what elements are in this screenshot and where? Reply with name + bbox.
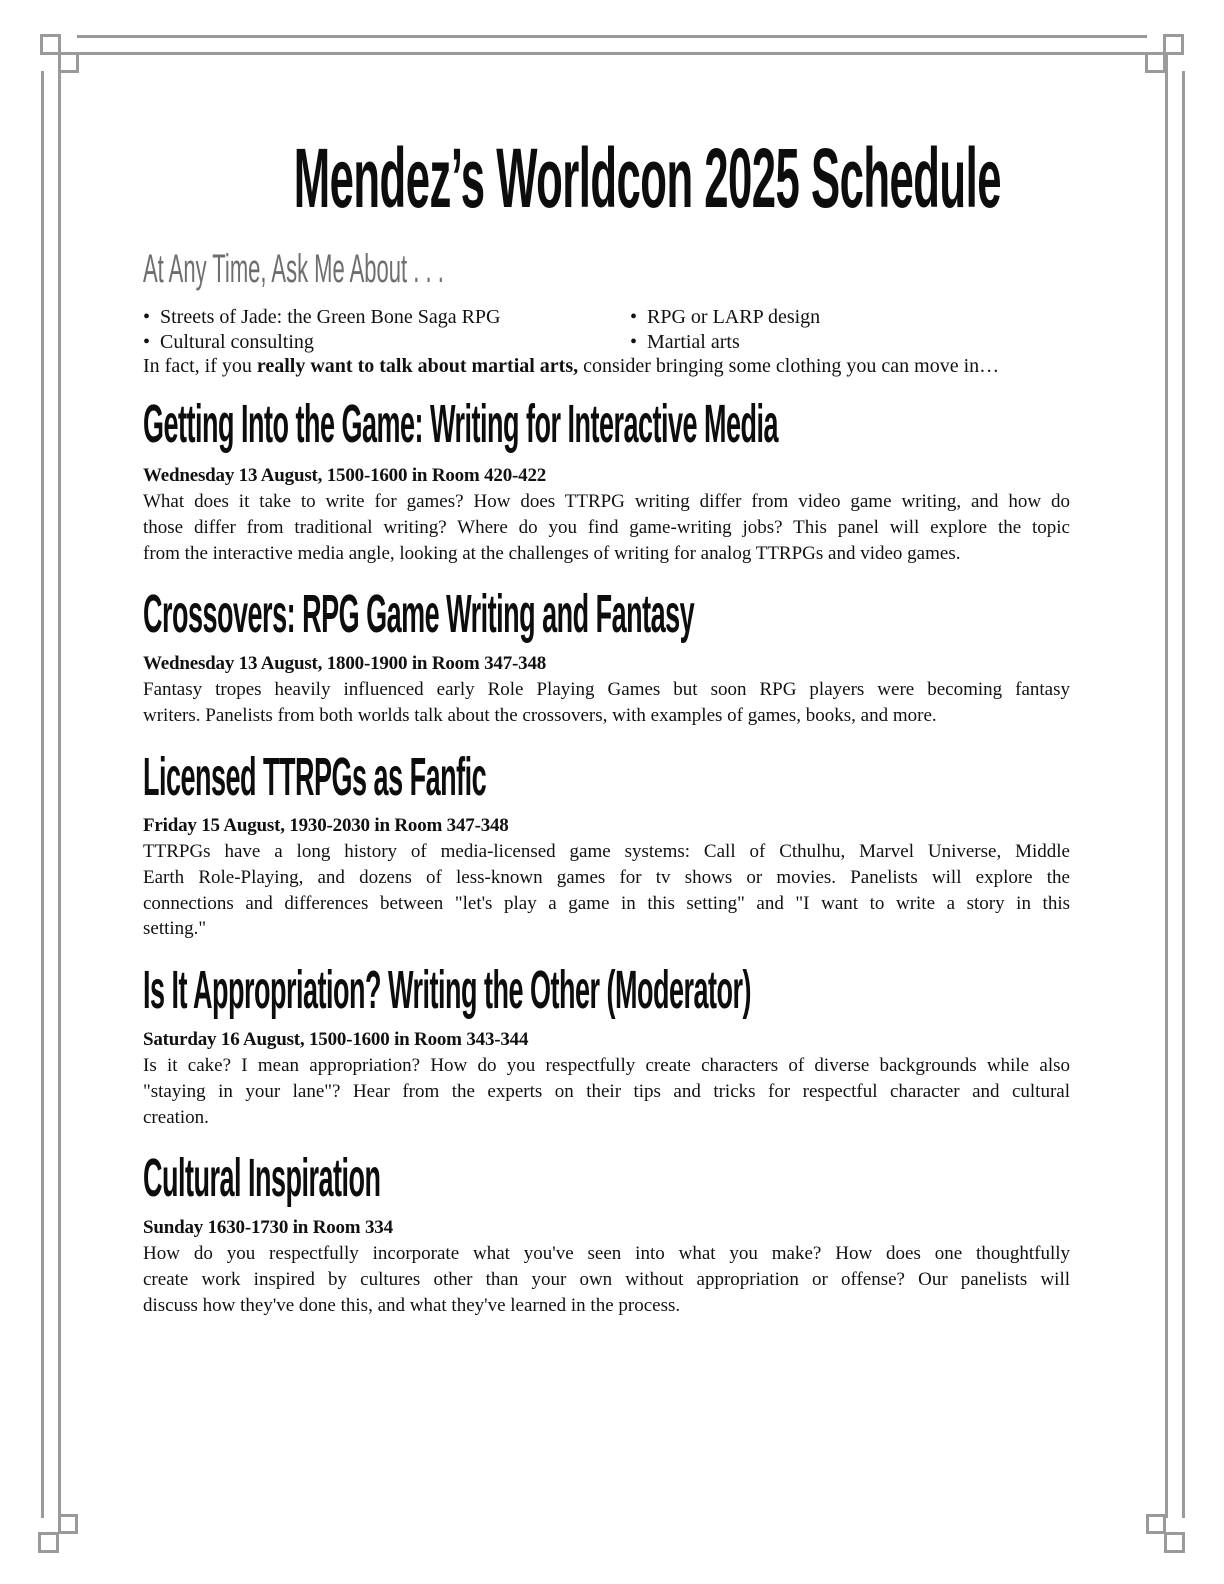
frame-left-outer-line [41, 71, 44, 1518]
frame-corner-top-right-outer [1163, 34, 1184, 55]
ask-me-item-label: RPG or LARP design [647, 306, 821, 328]
panel-description [143, 1241, 1070, 1318]
martial-arts-note [143, 354, 999, 379]
page-title: Mendez’s Worldcon 2025 Schedule [293, 131, 1001, 225]
bullet-icon: • [143, 306, 151, 328]
description-line: How do you respectfully incorporate what you've seen into what you make? How does one thoughtfully [143, 1243, 1070, 1264]
ask-me-item [630, 330, 740, 355]
panel-title: Crossovers: RPG Game Writing and Fantasy [143, 584, 695, 644]
frame-corner-bottom-right-outer [1164, 1532, 1185, 1553]
frame-left-inner-line [58, 53, 61, 1518]
panel-schedule: Sunday 1630-1730 in Room 334 [143, 1217, 393, 1238]
ask-me-item [143, 305, 500, 330]
panel-description [143, 677, 1070, 729]
frame-corner-bottom-left-outer [38, 1532, 59, 1553]
frame-corner-top-left-inner [58, 52, 79, 73]
description-line: connections and differences between "let's play a game in this setting" and "I want to write a story in this [143, 892, 1070, 914]
description-line: TTRPGs have a long history of media-licensed game systems: Call of Cthulhu, Marvel Universe, Middle [143, 841, 1070, 862]
panel-description [143, 839, 1070, 942]
bullet-icon: • [143, 331, 151, 353]
panel-schedule: Wednesday 13 August, 1500-1600 in Room 420-422 [143, 465, 547, 486]
panel-title: Cultural Inspiration [143, 1148, 381, 1208]
frame-corner-bottom-right-inner [1146, 1514, 1166, 1534]
ask-me-item-label: Cultural consulting [160, 331, 314, 353]
description-line: discuss how they've done this, and what they've learned in the process. [143, 1294, 681, 1316]
description-line: Is it cake? I mean appropriation? How do you respectfully create characters of diverse backgrounds while also [143, 1055, 1070, 1076]
panel-description [143, 489, 1070, 566]
description-line: writers. Panelists from both worlds talk about the crossovers, with examples of games, books, and more. [143, 704, 937, 726]
description-line: create work inspired by cultures other than your own without appropriation or offense? Our panelists will [143, 1268, 1070, 1290]
note-emphasis: really want to talk about martial arts, [256, 355, 579, 377]
panel-title: Licensed TTRPGs as Fanfic [143, 747, 487, 807]
description-line: Fantasy tropes heavily influenced early Role Playing Games but soon RPG players were becoming fantasy [143, 679, 1070, 700]
description-line: setting." [143, 918, 207, 940]
frame-top-inner-line [77, 52, 1147, 55]
bullet-icon: • [630, 306, 638, 328]
ask-me-item-label: Streets of Jade: the Green Bone Saga RPG [160, 306, 501, 328]
ask-me-heading: At Any Time, Ask Me About . . . [143, 247, 444, 291]
frame-right-inner-line [1165, 53, 1168, 1518]
description-line: creation. [143, 1106, 209, 1128]
panel-title: Is It Appropriation? Writing the Other (Moderator) [143, 960, 751, 1020]
description-line: from the interactive media angle, looking at the challenges of writing for analog TTRPGs and video games. [143, 542, 961, 564]
bullet-icon: • [630, 331, 638, 353]
panel-title: Getting Into the Game: Writing for Interactive Media [143, 394, 779, 454]
description-line: "staying in your lane"? Hear from the experts on their tips and tricks for respectful character and cultural [143, 1080, 1070, 1102]
note-suffix: consider bringing some clothing you can move in… [578, 355, 1000, 377]
panel-schedule: Friday 15 August, 1930-2030 in Room 347-348 [143, 815, 509, 836]
frame-corner-bottom-left-inner [58, 1514, 78, 1534]
frame-corner-top-right-inner [1145, 52, 1166, 73]
ask-me-item-label: Martial arts [647, 331, 740, 353]
note-prefix: In fact, if you [143, 355, 257, 377]
frame-top-outer-line [77, 35, 1147, 38]
frame-right-outer-line [1182, 71, 1185, 1518]
description-line: Earth Role-Playing, and dozens of less-known games for tv shows or movies. Panelists will explore the [143, 866, 1070, 888]
ask-me-item [143, 330, 314, 355]
description-line: those differ from traditional writing? Where do you find game-writing jobs? This panel will explore the topic [143, 516, 1070, 538]
panel-schedule: Wednesday 13 August, 1800-1900 in Room 347-348 [143, 653, 547, 674]
panel-schedule: Saturday 16 August, 1500-1600 in Room 343-344 [143, 1029, 529, 1050]
panel-description [143, 1053, 1070, 1130]
description-line: What does it take to write for games? How does TTRPG writing differ from video game writing, and how do [143, 491, 1070, 512]
ask-me-item [630, 305, 820, 330]
